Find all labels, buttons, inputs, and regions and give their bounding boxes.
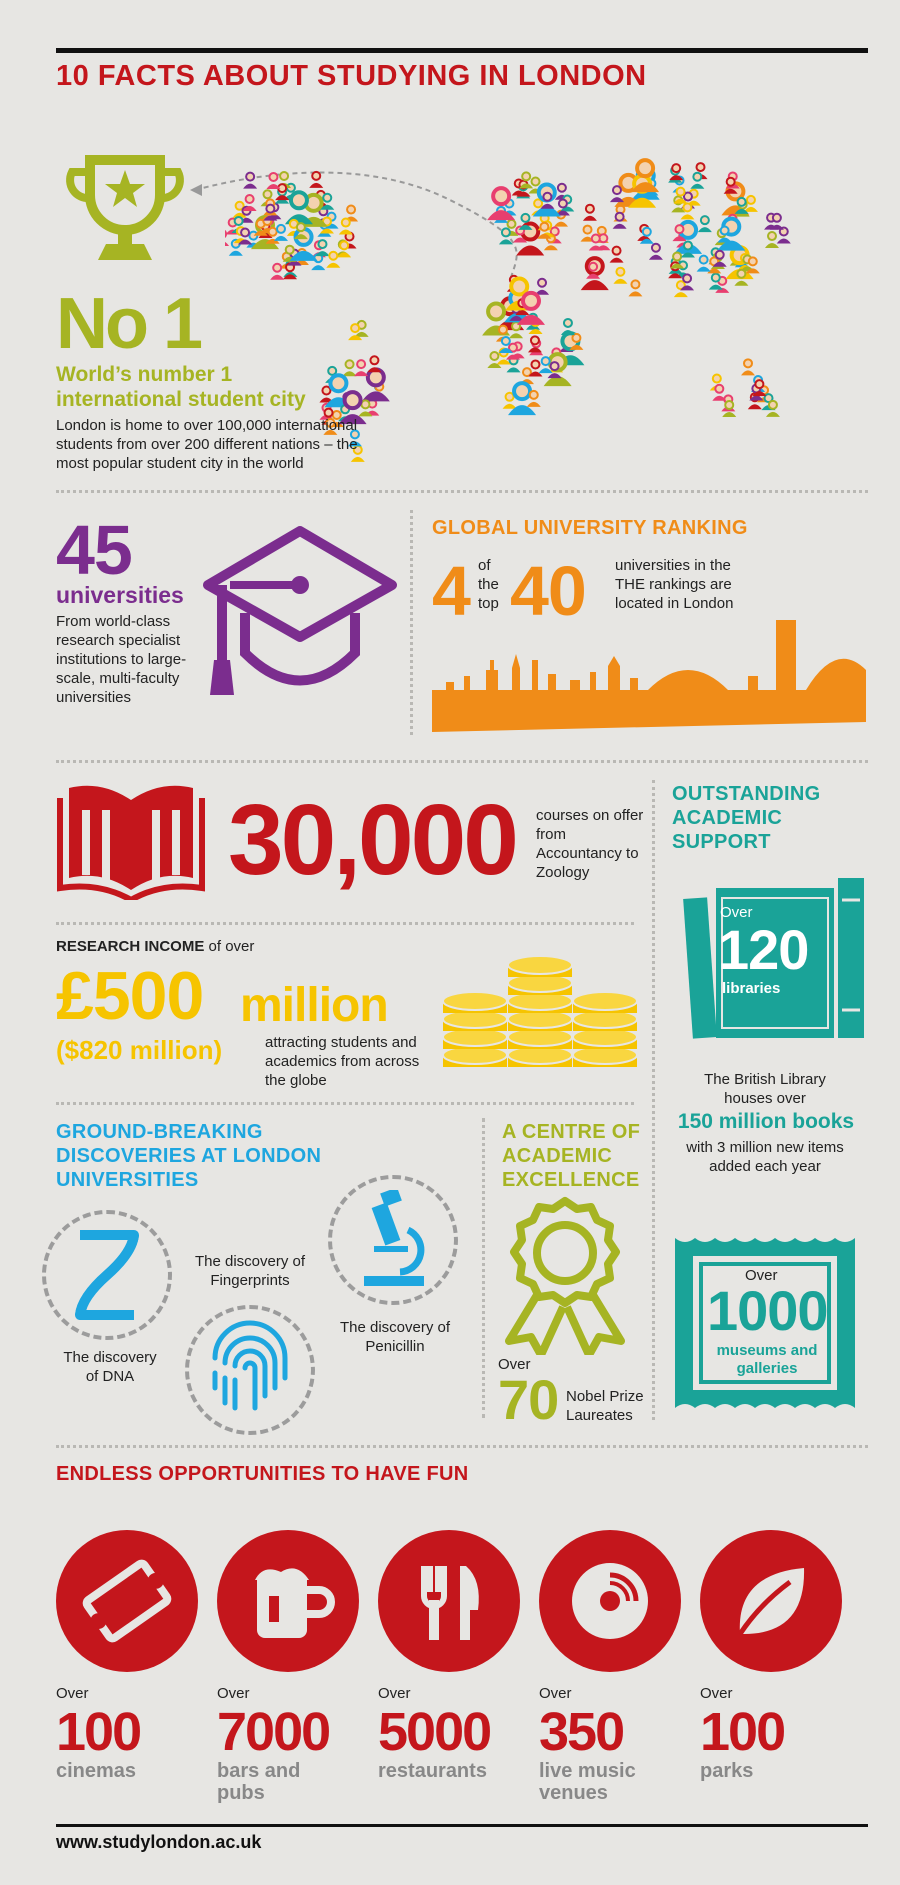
research-usd: ($820 million): [56, 1035, 223, 1065]
universities-label: universities: [56, 582, 184, 608]
universities-body: From world-class research specialist institutions to large-scale, multi-faculty universities: [56, 613, 187, 706]
british-library-books: 150 million books: [677, 1110, 855, 1133]
libraries-number: 120: [718, 918, 809, 981]
no1-body: London is home to over 100,000 international students from over 200 different nations – the most popular student city in the world: [56, 417, 358, 472]
fingerprint-icon: [205, 1318, 295, 1418]
ticket-icon: [56, 1530, 198, 1672]
divider-excellence: [482, 1118, 485, 1418]
fun-label-4: parks: [700, 1760, 754, 1782]
map-person: [613, 268, 627, 284]
fun-circle-4: [700, 1530, 842, 1672]
leaf-icon: [700, 1530, 842, 1672]
coin: [443, 992, 507, 1010]
divider-2: [56, 760, 868, 763]
fun-label-3: live music venues: [539, 1760, 636, 1804]
map-person: [309, 172, 323, 188]
fun-heading: ENDLESS OPPORTUNITIES TO HAVE FUN: [56, 1463, 469, 1485]
fork-knife-icon: [378, 1530, 520, 1672]
dna-icon: [72, 1230, 142, 1320]
fingerprints-label: The discovery of Fingerprints: [194, 1253, 306, 1289]
map-person: [698, 216, 712, 232]
map-person: [583, 205, 597, 221]
research-million: million: [240, 979, 388, 1032]
map-person: [765, 232, 779, 248]
research-amount: £500: [56, 958, 204, 1034]
british-library-tail: with 3 million new items added each year: [686, 1139, 844, 1175]
map-person: [649, 244, 663, 260]
fun-label-2: restaurants: [378, 1760, 487, 1782]
microscope-icon: [360, 1190, 430, 1290]
divider-support: [652, 780, 655, 1420]
map-person: [354, 360, 368, 376]
fun-number-2: 5000: [378, 1702, 491, 1762]
map-person: [697, 256, 711, 272]
map-person: [266, 173, 280, 189]
libraries-label: libraries: [722, 980, 781, 997]
museums-number: 1000: [707, 1279, 828, 1342]
fun-number-4: 100: [700, 1702, 785, 1762]
divider-1: [56, 490, 868, 493]
coin: [573, 992, 637, 1010]
divider-research: [56, 922, 634, 925]
ranking-num-a: 4: [432, 552, 470, 630]
research-lead: [56, 937, 254, 956]
footer-url[interactable]: www.studylondon.ac.uk: [56, 1832, 262, 1852]
excellence-over: Over: [498, 1356, 531, 1373]
fun-number-0: 100: [56, 1702, 141, 1762]
trophy-icon: [60, 150, 190, 270]
courses-number: 30,000: [228, 784, 516, 896]
fun-circle-3: [539, 1530, 681, 1672]
vinyl-record-icon: [539, 1530, 681, 1672]
research-lead-rest: of over: [204, 938, 255, 955]
excellence-label: Nobel Prize Laureates: [566, 1388, 644, 1424]
rosette-icon: [495, 1195, 635, 1355]
coin-stacks-icon: [435, 935, 645, 1075]
libraries-over: Over: [720, 904, 753, 921]
excellence-heading: A CENTRE OF ACADEMIC EXCELLENCE: [502, 1121, 641, 1191]
no1-headline: World’s number 1 international student city: [56, 363, 306, 411]
ranking-num-b: 40: [510, 552, 586, 630]
research-body: attracting students and academics from across the globe: [265, 1034, 420, 1089]
dna-label: The discovery of DNA: [63, 1349, 157, 1385]
discoveries-heading: GROUND-BREAKING DISCOVERIES AT LONDON UNIVERSITIES: [56, 1121, 322, 1191]
map-person: [243, 173, 257, 189]
courses-body: courses on offer from Accountancy to Zoology: [536, 807, 644, 881]
map-person: [367, 356, 381, 372]
research-lead-bold: RESEARCH INCOME: [56, 938, 205, 955]
fun-over-2: Over: [378, 1685, 411, 1702]
excellence-number: 70: [498, 1368, 559, 1431]
top-rule: [56, 48, 868, 53]
map-person: [628, 280, 642, 296]
london-skyline: [432, 620, 868, 732]
fun-label-0: cinemas: [56, 1760, 137, 1782]
no1-number: No 1: [56, 284, 201, 364]
divider-3: [56, 1102, 634, 1105]
ranking-of-the-top: of the top: [478, 557, 499, 612]
museums-label: museums and galleries: [716, 1342, 818, 1377]
graduation-cap-icon: [200, 525, 400, 705]
fun-number-1: 7000: [217, 1702, 330, 1762]
coin: [508, 956, 572, 974]
british-library-lead: The British Library houses over: [704, 1071, 826, 1107]
beer-mug-icon: [217, 1530, 359, 1672]
fun-over-0: Over: [56, 1685, 89, 1702]
fun-circle-0: [56, 1530, 198, 1672]
map-person: [561, 319, 575, 335]
fun-circle-2: [378, 1530, 520, 1672]
fun-circle-1: [217, 1530, 359, 1672]
fun-over-4: Over: [700, 1685, 733, 1702]
divider-ranking: [410, 510, 413, 735]
map-person: [610, 247, 624, 263]
bottom-rule: [56, 1824, 868, 1827]
map-person: [777, 228, 791, 244]
ranking-body: universities in the THE rankings are located in London: [615, 557, 734, 612]
page-title: 10 FACTS ABOUT STUDYING IN LONDON: [56, 60, 647, 92]
map-person: [741, 359, 755, 375]
open-book-icon: [56, 780, 206, 900]
fun-over-1: Over: [217, 1685, 250, 1702]
fun-label-1: bars and pubs: [217, 1760, 301, 1804]
map-person: [535, 279, 549, 295]
universities-number: 45: [56, 511, 132, 589]
map-person: [528, 360, 542, 376]
fun-number-3: 350: [539, 1702, 624, 1762]
ranking-heading: GLOBAL UNIVERSITY RANKING: [432, 517, 748, 539]
museums-over: Over: [745, 1267, 778, 1284]
map-person: [243, 195, 257, 211]
support-heading: OUTSTANDING ACADEMIC SUPPORT: [672, 783, 821, 853]
map-person: [499, 228, 513, 244]
divider-4: [56, 1445, 868, 1448]
fun-over-3: Over: [539, 1685, 572, 1702]
penicillin-label: The discovery of Penicillin: [339, 1319, 451, 1355]
